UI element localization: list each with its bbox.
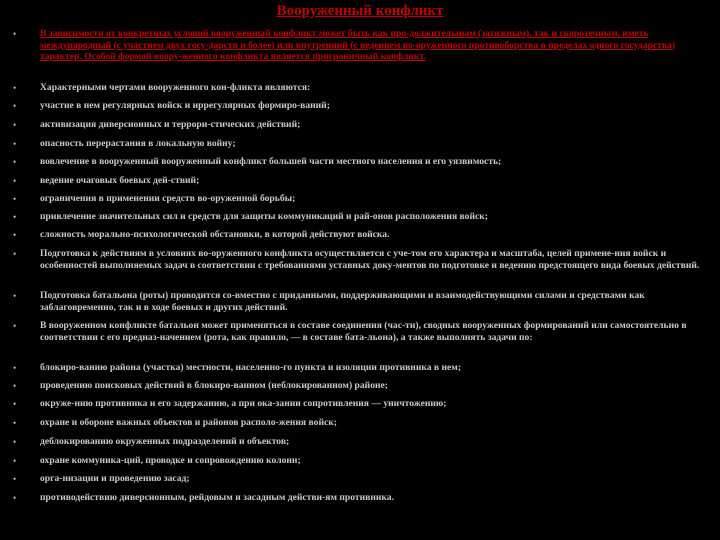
- list-item-text: вовлечение в вооруженный вооруженный конфликт большей части местного населения и его уязвимость;: [40, 156, 502, 167]
- list-item-text: участие в нем регулярных войск и иррегулярных формиро-ваний;: [40, 100, 330, 111]
- list-item-text: привлечение значительных сил и средств для защиты коммуникаций и рай-онов расположения войск;: [40, 211, 488, 222]
- list-item-text: проведению поисковых действий в блокиро-ванном (неблокированном) районе;: [40, 380, 388, 391]
- list-item-text: Подготовка батальона (роты) проводится со-вместно с приданными, поддерживающими и взаимодействующими силами и средствами как заблаговременно, так и в ходе боевых и других действий.: [40, 290, 645, 313]
- bullet-icon: •: [13, 399, 17, 409]
- list-item-text: В вооруженном конфликте батальон может применяться в составе соединения (час-ти), сводных вооруженных формирований или самостоятельно в соответствии с его предназ-начением (рота, как правило, — в составе бата-льона), а также выполнять задачи по:: [40, 320, 687, 343]
- list-item-text: ведение очаговых боевых дей-ствий;: [40, 175, 200, 186]
- bullet-icon: •: [13, 83, 17, 93]
- list-item-text: активизация диверсионных и террори-стических действий;: [40, 119, 301, 130]
- bullet-icon: •: [13, 418, 17, 428]
- list-item-text: окруже-нию противника и его задержанию, а при ока-зании сопротивления — уничтожению;: [40, 398, 447, 409]
- list-item-text: орга-низации и проведению засад;: [40, 473, 190, 484]
- bullet-icon: •: [13, 321, 17, 331]
- bullet-icon: •: [13, 456, 17, 466]
- list-item-text: блокиро-ванию района (участка) местности, населенно-го пункта и изоляции противника в нем;: [40, 362, 462, 373]
- list-item-text: Подготовка к действиям в условиях во-оруженного конфликта осуществляется с уче-том его характера и масштаба, целей примене-ния войск и особенностей выполняемых задач в соответствии с требованиями уставных доку-ментов по подготовке и ведению предстоящего вида боевых действий.: [40, 248, 700, 271]
- bullet-icon: •: [13, 474, 17, 484]
- list-item-text: противодействию диверсионным, рейдовым и засадным действи-ям противника.: [40, 492, 394, 503]
- bullet-icon: •: [13, 139, 17, 149]
- list-item-text: Характерными чертами вооруженного кон-фликта являются:: [40, 82, 311, 93]
- bullet-icon: •: [13, 363, 17, 373]
- list-item-text: деблокированию окруженных подразделений и объектов;: [40, 436, 290, 447]
- intro-paragraph: В зависимости от конкретных условий вооруженный конфликт может быть как про-должительным (затяжным), так и скоротечным, иметь международный (с участием двух госу-дарств и более) или внутренний (с ведением во-оруженного противоборства в пределах одного государства) характер. Особой формой воору-женного конфликта является приграничный конфликт.: [40, 28, 676, 62]
- bullet-icon: •: [13, 157, 17, 167]
- bullet-icon: •: [13, 493, 17, 503]
- bullet-icon: •: [13, 120, 17, 130]
- bullet-icon: •: [13, 212, 17, 222]
- bullet-icon: •: [13, 194, 17, 204]
- list-item-text: опасность перерастания в локальную войну;: [40, 138, 236, 149]
- bullet-icon: •: [13, 230, 17, 240]
- list-item-text: ограничения в применении средств во-оруженной борьбы;: [40, 193, 296, 204]
- bullet-icon: •: [13, 437, 17, 447]
- bullet-icon: •: [13, 381, 17, 391]
- page-title: Вооруженный конфликт: [276, 3, 444, 19]
- bullet-icon: •: [13, 291, 17, 301]
- bullet-icon: •: [13, 176, 17, 186]
- bullet-icon: •: [13, 29, 17, 39]
- bullet-icon: •: [13, 249, 17, 259]
- bullet-icon: •: [13, 101, 17, 111]
- list-item-text: сложность морально-психологической обстановки, в которой действуют войска.: [40, 229, 390, 240]
- list-item-text: охране коммуника-ций, проводке и сопровождению колонн;: [40, 455, 301, 466]
- list-item-text: охране и обороне важных объектов и районов располо-жения войск;: [40, 417, 337, 428]
